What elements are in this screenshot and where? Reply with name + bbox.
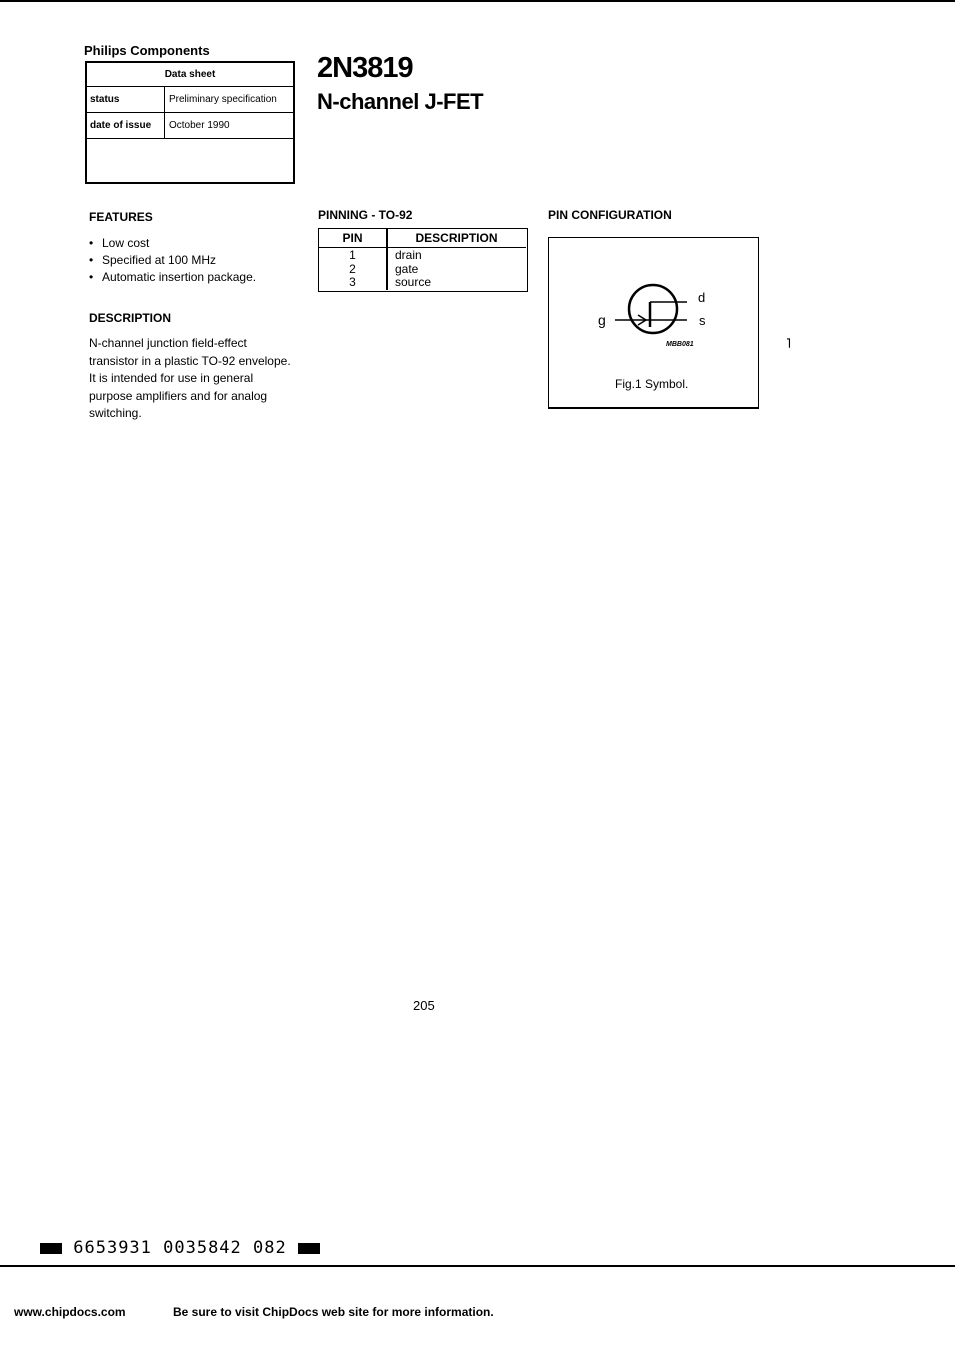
status-value: Preliminary specification (169, 94, 277, 105)
barcode-block-left (40, 1243, 62, 1254)
date-value: October 1990 (169, 120, 230, 131)
pinning-table (318, 228, 528, 292)
pin-configuration-heading: PIN CONFIGURATION (548, 208, 672, 222)
jfet-symbol-circle (629, 285, 677, 333)
company-name: Philips Components (84, 43, 210, 58)
bottom-rule (0, 1265, 955, 1267)
status-label: status (90, 87, 165, 112)
pin-number: 3 (349, 275, 356, 289)
status-row (87, 87, 293, 113)
datasheet-box-title: Data sheet (87, 63, 293, 87)
barcode-text: 6653931 0035842 082 (73, 1238, 287, 1258)
datasheet-info-box (85, 61, 295, 184)
footer-site-link[interactable]: www.chipdocs.com (14, 1305, 126, 1319)
feature-item: • Automatic insertion package. (89, 269, 256, 286)
source-label: s (699, 313, 706, 328)
pin-row (319, 249, 526, 263)
feature-item: • Low cost (89, 235, 256, 252)
description-text: N-channel junction field-effect transistor in a plastic TO-92 envelope. It is intended for use in general purpose amplifiers and for analog switching. (89, 336, 291, 420)
part-subtitle: N-channel J-FET (317, 89, 484, 114)
pin-description: gate (395, 261, 419, 276)
description-heading: DESCRIPTION (89, 311, 172, 325)
pin-description: source (395, 275, 432, 289)
page-number: 205 (413, 998, 435, 1013)
figure-caption: Fig.1 Symbol. (615, 377, 689, 391)
pin-number: 2 (349, 261, 356, 276)
pin-column-header: PIN (342, 231, 363, 245)
part-number: 2N3819 (317, 52, 413, 84)
jfet-symbol (590, 280, 720, 340)
barcode-line (40, 1238, 320, 1258)
stray-mark: ˥ (786, 336, 791, 351)
pinning-heading: PINNING - TO-92 (318, 208, 413, 222)
date-label: date of issue (90, 113, 165, 138)
features-list (89, 235, 256, 286)
top-rule (0, 0, 955, 2)
footer-note: Be sure to visit ChipDocs web site for more information. (173, 1305, 494, 1319)
figure-code: MBB081 (666, 341, 694, 348)
pin-description: drain (395, 248, 422, 262)
description-column-header: DESCRIPTION (415, 231, 498, 245)
pin-row (319, 263, 526, 277)
drain-label: d (698, 290, 706, 305)
pinning-header-row (319, 229, 526, 248)
feature-item: • Specified at 100 MHz (89, 252, 256, 269)
date-row (87, 113, 293, 139)
barcode-block-right (298, 1243, 320, 1254)
pin-row (319, 276, 526, 290)
features-heading: FEATURES (89, 210, 153, 224)
gate-label: g (598, 312, 606, 328)
pin-number: 1 (349, 248, 356, 262)
